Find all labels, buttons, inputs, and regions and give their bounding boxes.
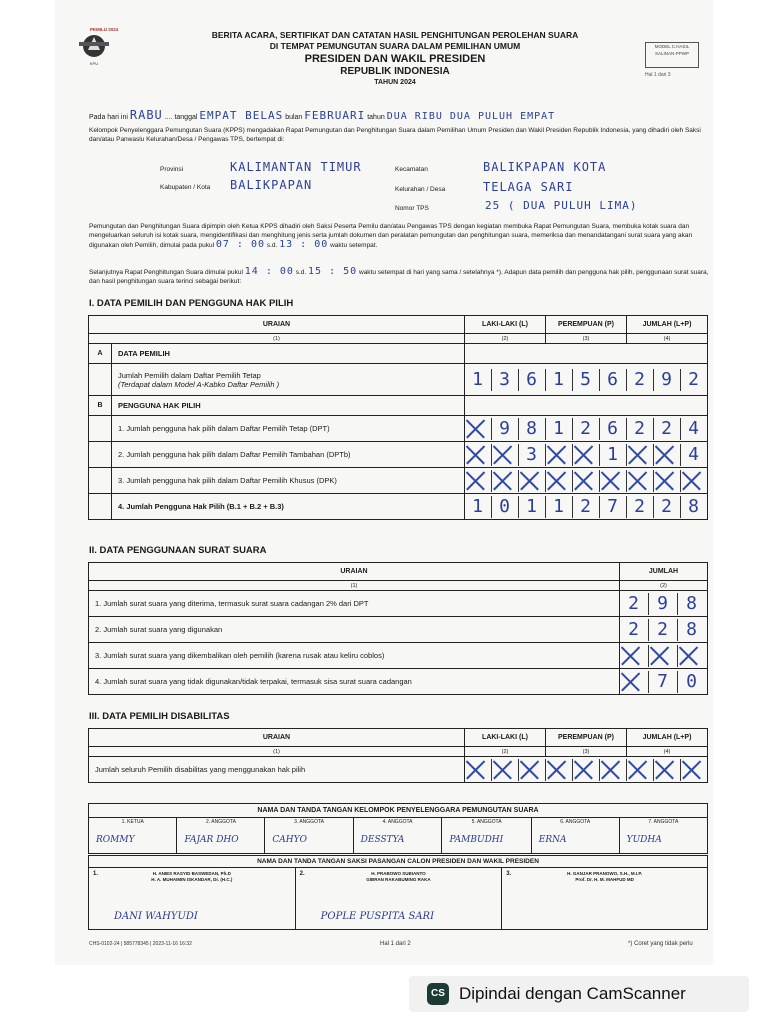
kpps-title: NAMA DAN TANDA TANGAN KELOMPOK PENYELENGGARA PEMUNGUTAN SUARA: [89, 804, 708, 818]
digit-box: 2: [688, 368, 700, 390]
document-page: [55, 0, 713, 965]
crossed-digit-box: [654, 470, 681, 492]
mulai-time: 07 : 00: [215, 239, 265, 250]
digit-box: 9: [654, 369, 681, 391]
s3-num-2: (2): [465, 747, 546, 757]
kpps-signature-cell: [265, 818, 353, 854]
digit-box: 2: [649, 619, 678, 641]
kpps-signature: CAHYO: [272, 835, 307, 845]
digit-box: 9: [492, 418, 519, 440]
waktu-setempat: waktu setempat.: [330, 242, 378, 249]
crossed-digit-box: [678, 645, 706, 667]
digit-box: 5: [573, 369, 600, 391]
table-surat-suara: [88, 562, 708, 695]
digit-box: 6: [519, 369, 546, 391]
crossed-digit-box: [519, 470, 546, 492]
title-line3: PRESIDEN DAN WAKIL PRESIDEN: [304, 53, 486, 65]
digit-box: 6: [600, 369, 627, 391]
candidate-vice: Prof. Dr. H. M. MAHFUD MD: [575, 877, 634, 882]
digits-b2: [465, 442, 708, 468]
candidate-president: H. GANJAR PRANOWO, S.H., M.I.P.: [567, 871, 643, 876]
row-b3: 3. Jumlah pengguna hak pilih dalam Daftar Pemilih Khusus (DPK): [112, 468, 465, 494]
crossed-digit-box: [627, 759, 654, 781]
saksi-number: 2.: [299, 871, 305, 877]
crossed-digit-box: [600, 470, 627, 492]
kpps-role: 5. ANGGOTA: [471, 819, 502, 825]
digit-box: 0: [492, 496, 519, 518]
kpps-role: 2. ANGGOTA: [205, 819, 236, 825]
crossed-digit-box: [492, 470, 519, 492]
crossed-digit-box: [573, 444, 600, 466]
digit-box: 8: [686, 592, 698, 614]
footer-note: *) Coret yang tidak perlu: [628, 941, 693, 947]
body-paragraph: [89, 222, 713, 250]
digit-box: 2: [620, 619, 649, 641]
kpps-signature-cell: [442, 818, 531, 854]
s2-row1: 1. Jumlah surat suara yang diterima, termasuk surat suara cadangan 2% dari DPT: [89, 591, 620, 617]
digit-box: 2: [620, 593, 649, 615]
selesai-time: 13 : 00: [279, 239, 329, 250]
col-uraian: URAIAN: [89, 316, 465, 334]
row-a-title: DATA PEMILIH: [112, 344, 465, 364]
s2-col-jumlah: JUMLAH: [620, 563, 708, 581]
crossed-digit-box: [546, 444, 573, 466]
document-header: [175, 30, 615, 88]
crossed-digit-box: [465, 470, 492, 492]
crossed-digit-box: [546, 470, 573, 492]
saksi-row: [89, 868, 708, 930]
s2-num-2: (2): [620, 581, 708, 591]
kpps-signature-cell: [177, 818, 265, 854]
col-jumlah: JUMLAH (L+P): [627, 316, 708, 334]
crossed-digit-box: [627, 470, 654, 492]
digit-box: 2: [573, 496, 600, 518]
table-kpps-signatures: [88, 803, 708, 854]
intro-line: Pada hari ini RABU .... tanggal EMPAT BELAS bulan FEBRUARI tahun DUA RIBU DUA PULUH EMPAT: [89, 108, 556, 122]
saksi-signature: DANI WAHYUDI: [114, 911, 198, 922]
kelurahan-label: Kelurahan / Desa: [395, 186, 446, 193]
title-line2: DI TEMPAT PEMUNGUTAN SUARA DALAM PEMILIHAN UMUM: [269, 41, 521, 51]
provinsi-label: Provinsi: [160, 166, 184, 173]
digit-box: 0: [686, 670, 698, 692]
col-perempuan: PEREMPUAN (P): [546, 316, 627, 334]
bulan-value: FEBRUARI: [304, 109, 366, 122]
candidate-president: H. PRABOWO SUBIANTO: [371, 871, 426, 876]
num-2: (2): [465, 334, 546, 344]
num-3: (3): [546, 334, 627, 344]
crossed-digit-box: [627, 444, 654, 466]
num-4: (4): [627, 334, 708, 344]
hari-value: RABU: [129, 108, 163, 122]
digit-box: 6: [600, 418, 627, 440]
row-b-title: PENGGUNA HAK PILIH: [112, 396, 465, 416]
tahun-label: tahun: [367, 114, 385, 121]
kpps-signature-cell: [353, 818, 442, 854]
saksi-number: 1.: [93, 871, 99, 877]
body-text-3: waktu setempat di hari yang sama / setelahnya *). Adapun data pemilih dan pengguna hak pilih, penggunaan surat suara, dan hasil penghitungan suara terinci sebagai berikut:: [89, 269, 709, 285]
crossed-digit-box: [465, 759, 492, 781]
kpps-row: [89, 818, 708, 854]
table-saksi-signatures: [88, 855, 708, 930]
s3-col-laki: LAKI-LAKI (L): [465, 729, 546, 747]
crossed-digit-box: [573, 759, 600, 781]
kpu-logo: [75, 28, 113, 68]
digits-b1: [465, 416, 708, 442]
digit-box: 1: [546, 496, 573, 518]
kpps-role: 1. KETUA: [121, 819, 144, 825]
kecamatan-label: Kecamatan: [395, 166, 428, 173]
tps-label: Nomor TPS: [395, 205, 429, 212]
footer-code: CHS-0102-24 | 585778345 | 2023-11-16 16:32: [89, 941, 192, 947]
kpps-signature-cell: [89, 818, 177, 854]
section3-title: III. DATA PEMILIH DISABILITAS: [89, 711, 230, 722]
s3-col-jumlah: JUMLAH (L+P): [627, 729, 708, 747]
tps-value: 25 ( DUA PULUH LIMA): [485, 199, 638, 212]
s2-col-uraian: URAIAN: [89, 563, 620, 581]
kpps-role: 6. ANGGOTA: [560, 819, 591, 825]
tanggal-value: EMPAT BELAS: [199, 109, 284, 122]
s2-row2: 2. Jumlah surat suara yang digunakan: [89, 617, 620, 643]
digit-box: 8: [686, 618, 698, 640]
section1-title: I. DATA PEMILIH DAN PENGGUNA HAK PILIH: [89, 298, 294, 309]
row-a1-subtext: (Terdapat dalam Model A-Kabko Daftar Pemilih ): [118, 379, 280, 389]
candidate-pair: [503, 869, 706, 883]
candidate-pair: [90, 869, 294, 883]
crossed-digit-box: [654, 444, 681, 466]
crossed-digit-box: [620, 671, 649, 693]
digit-box: 1: [465, 369, 492, 391]
s3-digits: [465, 757, 708, 783]
crossed-digit-box: [546, 759, 573, 781]
digit-box: 3: [492, 369, 519, 391]
kpps-role: 3. ANGGOTA: [294, 819, 324, 825]
kpps-role: 4. ANGGOTA: [382, 819, 413, 825]
kpps-signature-cell: [619, 818, 707, 854]
body-text-1: Pemungutan dan Penghitungan Suara dipimpin oleh Ketua KPPS dihadiri oleh Saksi Peserta Pemilu dan/atau Pengawas TPS dengan kegiatan membuka Rapat Pemungutan Suara, membuka kotak suara dan mengeluarkan seluruh isi kotak suara, mengidentifikasi dan menghitung jenis serta jumlah dokumen dan peralatan pemungutan dan penghitungan suara, memeriksa dan menandatangani surat suara yang akan digunakan oleh Pemilih, dimulai pada pukul: [89, 223, 693, 249]
tanggal-label: tanggal: [174, 114, 198, 121]
svg-text:KPU: KPU: [89, 61, 99, 66]
s2-digits-r3: [620, 643, 708, 669]
camscanner-banner: [409, 976, 749, 1012]
digit-box: 8: [688, 495, 700, 517]
kecamatan-value: BALIKPAPAN KOTA: [483, 160, 607, 174]
mulai2-time: 14 : 00: [244, 266, 294, 277]
saksi-signature: POPLE PUSPITA SARI: [320, 911, 435, 922]
crossed-digit-box: [654, 759, 681, 781]
camscanner-logo: CS: [427, 983, 449, 1005]
digit-box: 1: [546, 418, 573, 440]
footer-page: Hal 1 dari 2: [380, 941, 411, 947]
body-text-2: Selanjutnya Rapat Penghitungan Suara dimulai pukul: [89, 269, 243, 276]
kpps-signature: FAJAR DHO: [184, 835, 239, 845]
title-line4: REPUBLIK INDONESIA: [340, 66, 450, 77]
kpps-signature: ROMMY: [96, 835, 135, 845]
digit-box: 2: [654, 418, 681, 440]
saksi-signature-cell: [502, 868, 708, 930]
kpps-signature: YUDHA: [626, 835, 662, 845]
tahun-value: DUA RIBU DUA PULUH EMPAT: [386, 111, 556, 122]
table-data-pemilih: [88, 315, 708, 520]
page-indicator-small: Hal 1 dari 3: [645, 72, 671, 78]
intro-paragraph: Kelompok Penyelenggara Pemungutan Suara (KPPS) mengadakan Rapat Pemungutan dan Penghitungan Suara dalam Pemilihan Umum Presiden dan Wakil Presiden Republik Indonesia, yang dihadiri oleh Saksi dan/atau Panwaslu Kelurahan/Desa / Pengawas TPS, bertempat di:: [89, 127, 701, 143]
row-b4: 4. Jumlah Pengguna Hak Pilih (B.1 + B.2 + B.3): [112, 494, 465, 520]
s2-num-1: (1): [89, 581, 620, 591]
candidate-vice: H. A. MUHAIMIN ISKANDAR, Dr. (H.C.): [151, 877, 233, 882]
crossed-digit-box: [519, 759, 546, 781]
camscanner-text: Dipindai dengan CamScanner: [459, 984, 686, 1003]
bulan-label: bulan: [285, 114, 303, 121]
selesai2-time: 15 : 50: [308, 266, 358, 277]
crossed-digit-box: [492, 444, 519, 466]
digit-box: 3: [519, 444, 546, 466]
title-line1: BERITA ACARA, SERTIFIKAT DAN CATATAN HASIL PENGHITUNGAN PEROLEHAN SUARA: [211, 30, 579, 40]
crossed-digit-box: [600, 759, 627, 781]
digit-box: 2: [627, 369, 654, 391]
saksi-title: NAMA DAN TANDA TANGAN SAKSI PASANGAN CALON PRESIDEN DAN WAKIL PRESIDEN: [89, 856, 708, 868]
kabupaten-value: BALIKPAPAN: [230, 178, 313, 192]
digit-box: 4: [688, 417, 700, 439]
title-line5: TAHUN 2024: [374, 79, 416, 86]
digit-box: 1: [600, 444, 627, 466]
digit-box: 7: [600, 496, 627, 518]
digit-box: 8: [519, 418, 546, 440]
crossed-digit-box: [681, 470, 707, 492]
digit-box: 7: [649, 671, 678, 693]
candidate-pair: [297, 869, 501, 883]
kelurahan-value: TELAGA SARI: [483, 180, 574, 194]
candidate-vice: GIBRAN RAKABUMING RAKA: [366, 877, 431, 882]
s2-row3: 3. Jumlah surat suara yang dikembalikan oleh pemilih (karena rusak atau keliru coblos): [89, 643, 620, 669]
model-box: MODEL C.HASIL SALINAN-PPWP: [645, 42, 699, 68]
saksi-signature-cell: [295, 868, 502, 930]
digits-b4: [465, 494, 708, 520]
kpps-signature: ERNA: [538, 835, 567, 845]
digit-box: 2: [573, 418, 600, 440]
hari-label: Pada hari ini: [89, 114, 128, 121]
s3-col-perempuan: PEREMPUAN (P): [546, 729, 627, 747]
sd-2: s.d.: [295, 269, 307, 276]
s3-row1: Jumlah seluruh Pemilih disabilitas yang menggunakan hak pilih: [89, 757, 465, 783]
kpps-signature: PAMBUDHI: [449, 835, 504, 845]
kabupaten-label: Kabupaten / Kota: [160, 184, 211, 191]
table-disabilitas: [88, 728, 708, 783]
s3-num-1: (1): [89, 747, 465, 757]
kpps-role: 7. ANGGOTA: [648, 819, 679, 825]
kpps-signature-cell: [531, 818, 619, 854]
digits-a1: [465, 364, 708, 396]
sd-1: s.d.: [266, 242, 278, 249]
section2-title: II. DATA PENGGUNAAN SURAT SUARA: [89, 545, 267, 556]
saksi-signature-cell: [89, 868, 296, 930]
s3-num-3: (3): [546, 747, 627, 757]
candidate-president: H. ANIES RASYID BASWEDAN, Ph.D: [152, 871, 231, 876]
kpps-signature: DESSTYA: [360, 835, 405, 845]
crossed-digit-box: [649, 645, 678, 667]
logo-text: PEMILU 2024: [90, 27, 119, 32]
digit-box: 2: [654, 496, 681, 518]
row-a1: [112, 364, 465, 396]
row-b1: 1. Jumlah pengguna hak pilih dalam Daftar Pemilih Tetap (DPT): [112, 416, 465, 442]
s2-digits-r1: [620, 591, 708, 617]
crossed-digit-box: [465, 444, 492, 466]
digit-box: 4: [688, 443, 700, 465]
saksi-number: 3.: [506, 871, 512, 877]
crossed-digit-box: [620, 645, 649, 667]
digit-box: 2: [627, 418, 654, 440]
row-a-label: A: [89, 344, 112, 364]
s3-col-uraian: URAIAN: [89, 729, 465, 747]
digit-box: 2: [627, 496, 654, 518]
crossed-digit-box: [465, 418, 492, 440]
body-paragraph-2: [89, 267, 713, 286]
digit-box: 1: [546, 369, 573, 391]
s2-digits-r2: [620, 617, 708, 643]
row-b-label: B: [89, 396, 112, 416]
col-laki: LAKI-LAKI (L): [465, 316, 546, 334]
num-1: (1): [89, 334, 465, 344]
digits-b3: [465, 468, 708, 494]
digit-box: 9: [649, 593, 678, 615]
row-a1-text: Jumlah Pemilih dalam Daftar Pemilih Tetap: [118, 370, 261, 380]
crossed-digit-box: [492, 759, 519, 781]
crossed-digit-box: [681, 759, 707, 781]
s3-num-4: (4): [627, 747, 708, 757]
provinsi-value: KALIMANTAN TIMUR: [230, 160, 362, 174]
row-b2: 2. Jumlah pengguna hak pilih dalam Daftar Pemilih Tambahan (DPTb): [112, 442, 465, 468]
s2-row4: 4. Jumlah surat suara yang tidak digunakan/tidak terpakai, termasuk sisa surat suara cadangan: [89, 669, 620, 695]
crossed-digit-box: [573, 470, 600, 492]
s2-digits-r4: [620, 669, 708, 695]
digit-box: 1: [519, 496, 546, 518]
digit-box: 1: [465, 496, 492, 518]
